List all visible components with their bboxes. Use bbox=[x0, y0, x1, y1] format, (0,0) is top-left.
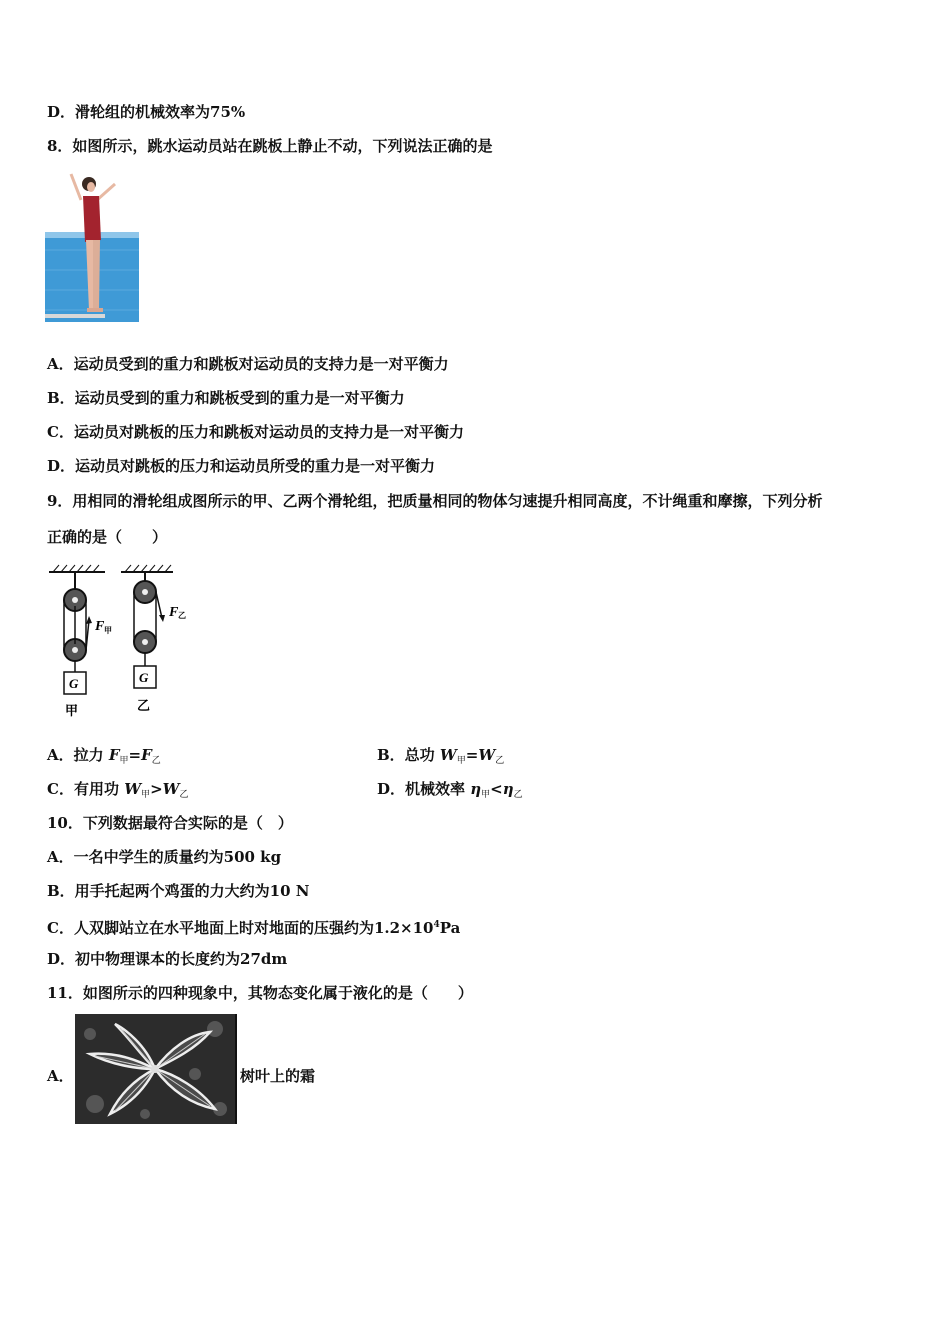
q9-option-c-prefix: C．有用功 bbox=[47, 780, 119, 798]
weight-label-jia: G bbox=[69, 676, 79, 691]
q9-option-b-sub2: 乙 bbox=[495, 756, 505, 766]
q9-option-c-var1: W bbox=[124, 780, 142, 798]
q8-option-d: D．运动员对跳板的压力和运动员所受的重力是一对平衡力 bbox=[47, 457, 436, 475]
force-label-jia: F bbox=[95, 619, 105, 634]
q9-option-a bbox=[47, 745, 161, 771]
q9-option-b-sub1: 甲 bbox=[456, 756, 466, 766]
q10-option-a: A．一名中学生的质量约为500 kg bbox=[47, 848, 282, 866]
q9-option-a-var2: F bbox=[141, 746, 152, 764]
figure-label-jia: 甲 bbox=[65, 703, 79, 718]
q10-option-c-unit: Pa bbox=[439, 919, 461, 937]
figure-label-yi: 乙 bbox=[137, 698, 151, 713]
pulley-figure bbox=[45, 560, 195, 720]
q9-option-c-var2: W bbox=[162, 780, 180, 798]
q9-option-d-prefix: D．机械效率 bbox=[377, 780, 466, 798]
frost-leaf-photo bbox=[75, 1014, 239, 1126]
q11-option-a-caption: 树叶上的霜 bbox=[240, 1067, 316, 1085]
q8-option-a: A．运动员受到的重力和跳板对运动员的支持力是一对平衡力 bbox=[47, 355, 449, 373]
q10-option-c-text: C．人双脚站立在水平地面上时对地面的压强约为1.2×10 bbox=[47, 919, 434, 937]
q9-option-b bbox=[377, 745, 504, 771]
q9-option-d-op: < bbox=[490, 780, 503, 798]
q9-option-a-sub2: 乙 bbox=[151, 756, 161, 766]
q9-option-a-var1: F bbox=[108, 746, 120, 764]
q7-option-d: D．滑轮组的机械效率为75% bbox=[47, 103, 246, 121]
force-sub-yi: 乙 bbox=[178, 611, 186, 620]
q11-option-a-label: A． bbox=[47, 1067, 74, 1085]
q9-option-a-op: = bbox=[128, 746, 142, 764]
q10-option-c bbox=[47, 915, 460, 938]
q8-stem: 8．如图所示，跳水运动员站在跳板上静止不动，下列说法正确的是 bbox=[47, 137, 493, 155]
q9-option-c-sub1: 甲 bbox=[141, 790, 151, 800]
q9-option-a-prefix: A．拉力 bbox=[47, 746, 104, 764]
q9-option-c-op: > bbox=[150, 780, 163, 798]
q9-option-b-var2: W bbox=[478, 746, 496, 764]
q8-option-c: C．运动员对跳板的压力和跳板对运动员的支持力是一对平衡力 bbox=[47, 423, 464, 441]
q9-option-b-var1: W bbox=[439, 746, 457, 764]
q9-option-d-var2: η bbox=[502, 780, 514, 798]
q9-option-c bbox=[47, 779, 189, 805]
q9-stem-line1: 9．用相同的滑轮组成图所示的甲、乙两个滑轮组，把质量相同的物体匀速提升相同高度，不计绳重和摩擦，下列分析 bbox=[47, 492, 823, 510]
q10-option-c-exponent: 4 bbox=[433, 920, 440, 930]
q10-option-b: B．用手托起两个鸡蛋的力大约为10 N bbox=[47, 882, 310, 900]
weight-label-yi: G bbox=[139, 670, 149, 685]
q9-option-b-prefix: B．总功 bbox=[377, 746, 435, 764]
force-label-yi: F bbox=[169, 605, 179, 620]
q10-stem: 10．下列数据最符合实际的是（ ） bbox=[47, 814, 293, 832]
q9-option-c-sub2: 乙 bbox=[179, 790, 189, 800]
q9-option-a-sub1: 甲 bbox=[119, 756, 129, 766]
q9-option-d-sub2: 乙 bbox=[513, 790, 523, 800]
q9-stem-line2: 正确的是（ ） bbox=[47, 528, 168, 546]
q11-stem: 11．如图所示的四种现象中，其物态变化属于液化的是（ ） bbox=[47, 984, 473, 1002]
q8-option-b: B．运动员受到的重力和跳板受到的重力是一对平衡力 bbox=[47, 389, 405, 407]
q10-option-d: D．初中物理课本的长度约为27dm bbox=[47, 950, 288, 968]
q9-option-d bbox=[377, 779, 523, 805]
force-sub-jia: 甲 bbox=[104, 626, 112, 635]
q9-option-b-op: = bbox=[465, 746, 479, 764]
diver-photo bbox=[45, 170, 141, 322]
q9-option-d-var1: η bbox=[470, 780, 482, 798]
q9-option-d-sub1: 甲 bbox=[481, 790, 491, 800]
